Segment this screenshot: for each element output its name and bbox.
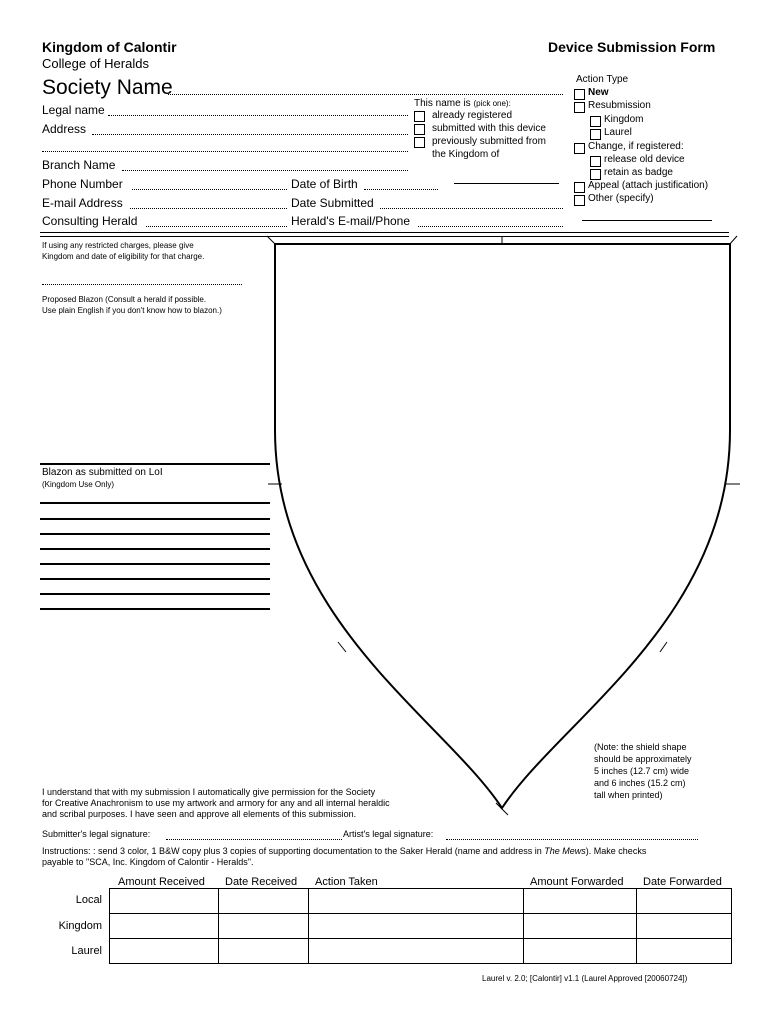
row-local-label: Local xyxy=(75,894,102,906)
shield-note-line: tall when printed) xyxy=(594,790,663,800)
submitted-with-device-label: submitted with this device xyxy=(432,123,546,134)
address-label: Address xyxy=(42,122,87,136)
table-cell[interactable] xyxy=(637,889,732,914)
table-row xyxy=(110,939,732,964)
col-date-received: Date Received xyxy=(225,876,298,888)
kingdom-of-label: the Kingdom of xyxy=(432,149,500,160)
email-label: E-mail Address xyxy=(42,196,123,210)
phone-number-label: Phone Number xyxy=(42,177,123,191)
table-cell[interactable] xyxy=(219,914,309,939)
permission-line: and scribal purposes. I have seen and approve all elements of this submission. xyxy=(42,809,357,819)
action-type-heading: Action Type xyxy=(576,74,629,85)
table-row xyxy=(110,914,732,939)
blazon-lol-label: Blazon as submitted on LoI xyxy=(42,467,163,478)
shield-note-line: should be approximately xyxy=(594,754,692,764)
kingdom-use-only-label: (Kingdom Use Only) xyxy=(42,480,115,489)
row-laurel-label: Laurel xyxy=(71,945,102,957)
col-date-forwarded: Date Forwarded xyxy=(643,876,722,888)
table-row xyxy=(110,889,732,914)
change-label: Change, if registered: xyxy=(588,141,684,152)
restricted-note-line1: If using any restricted charges, please give xyxy=(42,241,194,250)
name-status-heading: This name is (pick one): xyxy=(414,98,511,109)
college-subtitle: College of Heralds xyxy=(42,56,149,71)
appeal-label: Appeal (attach justification) xyxy=(588,180,709,191)
table-cell[interactable] xyxy=(637,914,732,939)
kingdom-title: Kingdom of Calontir xyxy=(42,39,177,55)
table-cell[interactable] xyxy=(309,889,524,914)
already-registered-label: already registered xyxy=(432,110,513,121)
society-name-label: Society Name xyxy=(42,76,173,99)
table-cell[interactable] xyxy=(637,939,732,964)
table-cell[interactable] xyxy=(219,889,309,914)
proposed-blazon-line2: Use plain English if you don't know how to blazon.) xyxy=(42,306,222,315)
retain-badge-label: retain as badge xyxy=(604,167,673,178)
shield-note-line: 5 inches (12.7 cm) wide xyxy=(594,766,690,776)
table-cell[interactable] xyxy=(219,939,309,964)
table-cell[interactable] xyxy=(309,914,524,939)
branch-name-label: Branch Name xyxy=(42,158,116,172)
version-footer: Laurel v. 2.0; [Calontir] v1.1 (Laurel Approved [20060724]) xyxy=(482,974,688,983)
form-title: Device Submission Form xyxy=(548,39,716,55)
table-cell[interactable] xyxy=(110,889,219,914)
table-cell[interactable] xyxy=(524,914,637,939)
kingdom-resub-label: Kingdom xyxy=(604,114,644,125)
instructions-line1: Instructions: : send 3 color, 1 B&W copy plus 3 copies of supporting documentation to the Saker Herald (name and address in The Mews). Make checks xyxy=(42,846,647,856)
laurel-resub-label: Laurel xyxy=(604,127,632,138)
proposed-blazon-line1: Proposed Blazon (Consult a herald if possible. xyxy=(42,295,207,304)
col-action-taken: Action Taken xyxy=(315,876,378,888)
table-cell[interactable] xyxy=(524,939,637,964)
artist-signature-label: Artist's legal signature: xyxy=(343,829,434,839)
table-cell[interactable] xyxy=(524,889,637,914)
submitter-signature-label: Submitter's legal signature: xyxy=(42,829,151,839)
resubmission-label: Resubmission xyxy=(588,100,651,111)
submitter-signature-field[interactable] xyxy=(166,839,342,840)
table-cell[interactable] xyxy=(110,914,219,939)
shield-note-line: and 6 inches (15.2 cm) xyxy=(594,778,686,788)
herald-contact-label: Herald's E-mail/Phone xyxy=(291,214,411,228)
restricted-note-line2: Kingdom and date of eligibility for that charge. xyxy=(42,252,205,261)
legal-name-label: Legal name xyxy=(42,103,105,117)
date-submitted-label: Date Submitted xyxy=(291,196,374,210)
table-cell[interactable] xyxy=(110,939,219,964)
permission-line: for Creative Anachronism to use my artwork and armory for any and all internal heraldic xyxy=(42,798,390,808)
consulting-herald-label: Consulting Herald xyxy=(42,214,138,228)
other-label: Other (specify) xyxy=(588,193,654,204)
dob-label: Date of Birth xyxy=(291,177,358,191)
permission-line: I understand that with my submission I automatically give permission for the Society xyxy=(42,787,376,797)
new-label: New xyxy=(588,87,609,98)
shield-note-line: (Note: the shield shape xyxy=(594,742,687,752)
instructions-line2: payable to "SCA, Inc. Kingdom of Calontir - Heralds". xyxy=(42,857,254,867)
col-amount-received: Amount Received xyxy=(118,876,205,888)
previously-submitted-label: previously submitted from xyxy=(432,136,546,147)
table-cell[interactable] xyxy=(309,939,524,964)
row-kingdom-label: Kingdom xyxy=(58,920,102,932)
col-amount-forwarded: Amount Forwarded xyxy=(530,876,624,888)
tracking-table xyxy=(109,888,732,964)
artist-signature-field[interactable] xyxy=(446,839,698,840)
release-old-label: release old device xyxy=(604,154,685,165)
